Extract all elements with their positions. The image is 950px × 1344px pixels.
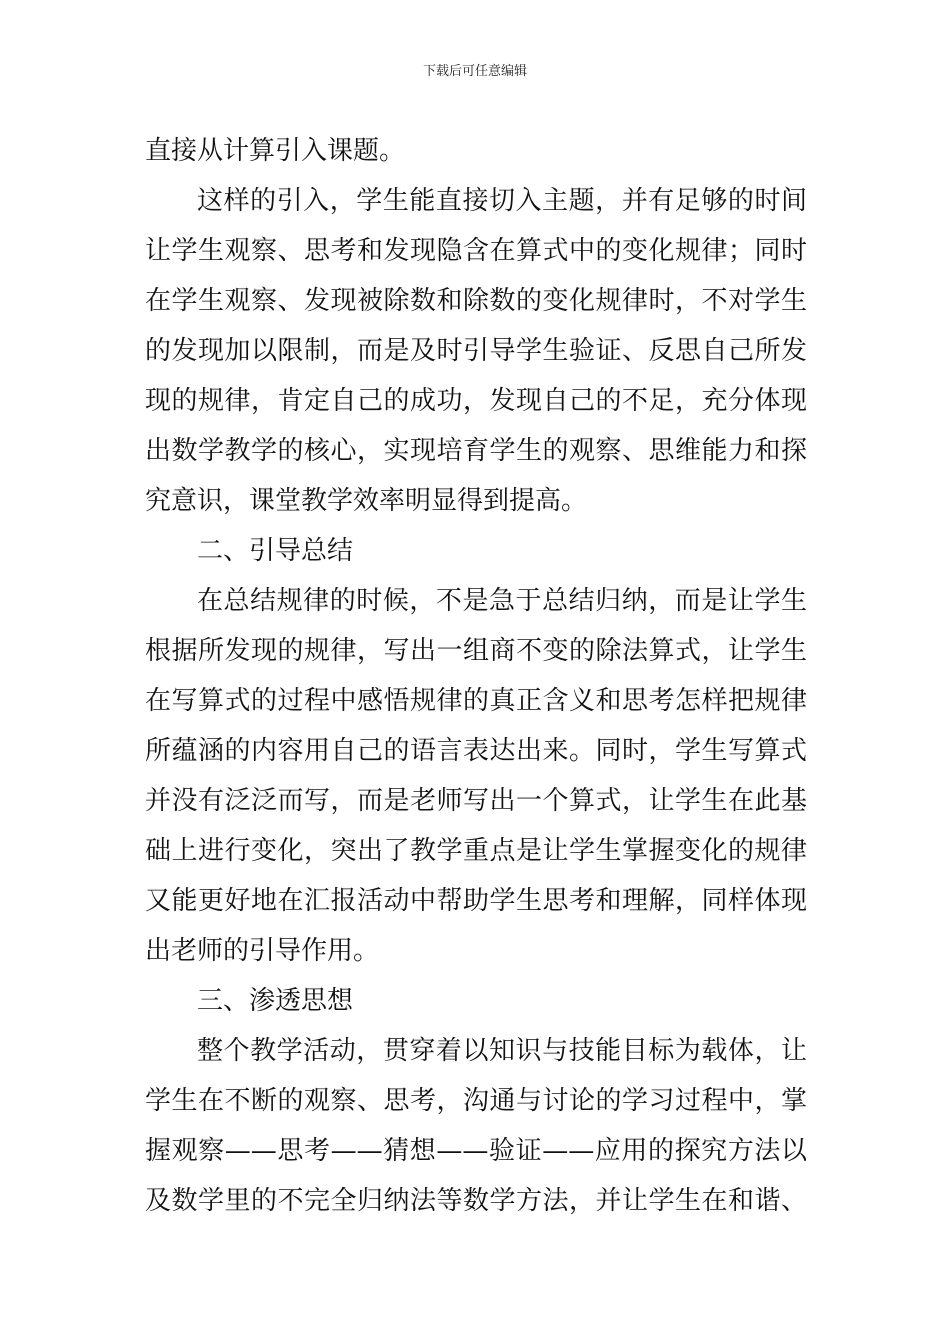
text-line: 直接从计算引入课题。	[145, 136, 406, 166]
text-line: 究意识，课堂教学效率明显得到提高。	[145, 486, 588, 516]
text-line: 在写算式的过程中感悟规律的真正含义和思考怎样把规律	[145, 686, 807, 716]
text-line: 握观察——思考——猜想——验证——应用的探究方法以	[145, 1136, 807, 1166]
text-line: 整个教学活动，贯穿着以知识与技能目标为载体，让	[197, 1036, 807, 1066]
text-line: 在学生观察、发现被除数和除数的变化规律时，不对学生	[145, 286, 807, 316]
text-line: 并没有泛泛而写，而是老师写出一个算式，让学生在此基	[145, 786, 807, 816]
text-line: 三、渗透思想	[197, 986, 354, 1016]
text-line: 出数学教学的核心，实现培育学生的观察、思维能力和探	[145, 436, 807, 466]
text-line: 这样的引入，学生能直接切入主题，并有足够的时间	[197, 186, 807, 216]
document-body	[145, 128, 807, 1228]
text-line: 及数学里的不完全归纳法等数学方法，并让学生在和谐、	[145, 1186, 807, 1216]
text-line: 在总结规律的时候，不是急于总结归纳，而是让学生	[197, 586, 807, 616]
text-line: 学生在不断的观察、思考，沟通与讨论的学习过程中，掌	[145, 1086, 807, 1116]
text-line: 让学生观察、思考和发现隐含在算式中的变化规律；同时	[145, 236, 807, 266]
text-line: 出老师的引导作用。	[145, 936, 380, 966]
text-line: 所蕴涵的内容用自己的语言表达出来。同时，学生写算式	[145, 736, 807, 766]
text-line: 二、引导总结	[197, 536, 354, 566]
text-line: 根据所发现的规律，写出一组商不变的除法算式，让学生	[145, 636, 807, 666]
text-line: 又能更好地在汇报活动中帮助学生思考和理解，同样体现	[145, 886, 807, 916]
text-line: 的发现加以限制，而是及时引导学生验证、反思自己所发	[145, 336, 807, 366]
page-header: 下载后可任意编辑	[422, 64, 527, 79]
text-line: 现的规律，肯定自己的成功，发现自己的不足，充分体现	[145, 386, 807, 416]
text-line: 础上进行变化，突出了教学重点是让学生掌握变化的规律	[145, 836, 807, 866]
